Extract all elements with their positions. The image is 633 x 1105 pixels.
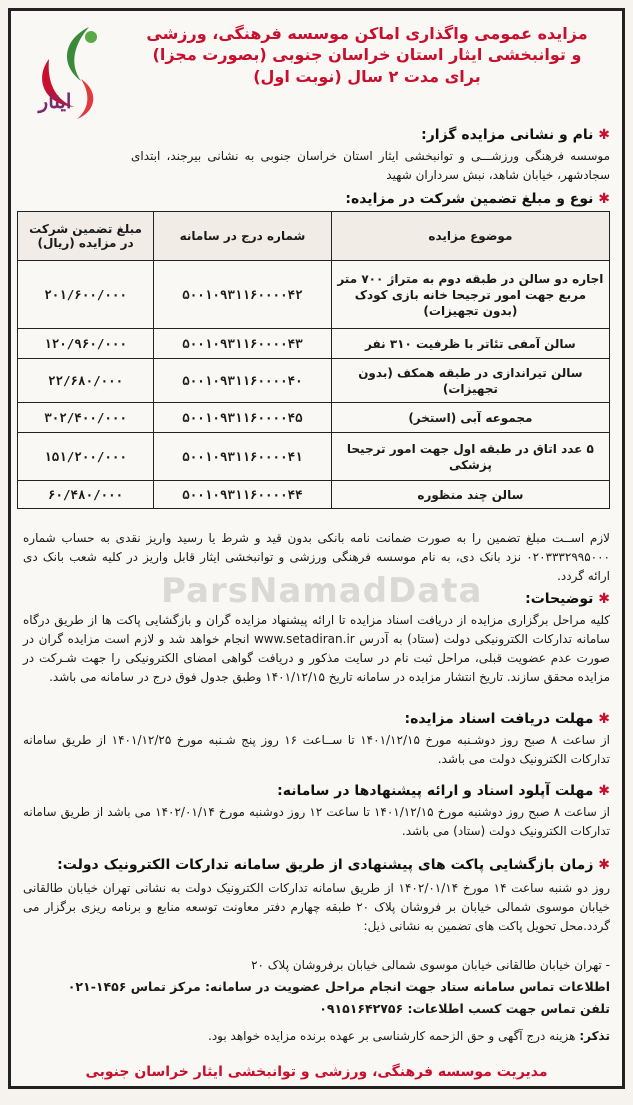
title-line-2: و توانبخشی ایثار استان خراسان جنوبی (بصورت مجزا): [152, 45, 582, 65]
cell-system-number: ۵۰۰۱۰۹۳۱۱۶۰۰۰۰۴۰: [154, 359, 332, 403]
cell-amount: ۱۵۱/۲۰۰/۰۰۰: [18, 433, 154, 481]
cell-system-number: ۵۰۰۱۰۹۳۱۱۶۰۰۰۰۴۳: [154, 329, 332, 359]
cell-system-number: ۵۰۰۱۰۹۳۱۱۶۰۰۰۰۴۲: [154, 261, 332, 329]
column-header-subject: موضوع مزایده: [331, 212, 609, 261]
cell-subject: ۵ عدد اتاق در طبقه اول جهت امور ترجیحا پزشکی: [331, 433, 609, 481]
table-row: [18, 481, 610, 509]
upload-deadline-text: از ساعت ۸ صبح روز دوشنبه مورخ ۱۴۰۱/۱۲/۱۵ تا ساعت ۱۲ روز دوشنبه مورخ ۱۴۰۲/۰۱/۱۴ می باشد از طریق سامانه تدارکات الکترونیک دولت (ستاد) می باشد.: [23, 805, 610, 838]
table-row: [18, 261, 610, 329]
table-row: [18, 433, 610, 481]
tender-notice: [8, 8, 625, 1089]
cell-amount: ۱۲۰/۹۶۰/۰۰۰: [18, 329, 154, 359]
cell-system-number: ۵۰۰۱۰۹۳۱۱۶۰۰۰۰۴۵: [154, 403, 332, 433]
delivery-address: - تهران خیابان طالقانی خیابان موسوی شمالی خیابان برفروشان پلاک ۲۰: [251, 958, 610, 972]
cell-amount: ۲۲/۶۸۰/۰۰۰: [18, 359, 154, 403]
cell-system-number: ۵۰۰۱۰۹۳۱۱۶۰۰۰۰۴۱: [154, 433, 332, 481]
title-line-1: مزایده عمومی واگذاری اماکن موسسه فرهنگی، ورزشی: [146, 24, 588, 43]
star-bullet-icon: ✱: [598, 711, 610, 727]
footer-signature: مدیریت موسسه فرهنگی، ورزشی و توانبخشی ایثار خراسان جنوبی: [85, 1064, 548, 1080]
cell-subject: سالن تیراندازی در طبقه همکف (بدون تجهیزات): [331, 359, 609, 403]
auction-items-table: [17, 211, 610, 509]
setad-contact-info: اطلاعات تماس سامانه ستاد جهت انجام مراحل عضویت در سامانه: مرکز تماس ۱۴۵۶-۰۲۱: [67, 979, 610, 994]
star-bullet-icon: ✱: [598, 591, 610, 607]
cell-amount: ۲۰۱/۶۰۰/۰۰۰: [18, 261, 154, 329]
opening-heading: ✱ زمان بازگشایی پاکت های پیشنهادی از طریق سامانه تدارکات الکترونیک دولت:: [57, 857, 610, 873]
cell-amount: ۶۰/۴۸۰/۰۰۰: [18, 481, 154, 509]
reminder-text: هزینه درج آگهی و حق الزحمه کارشناسی بر عهده برنده مزایده خواهد بود.: [208, 1029, 576, 1043]
docs-deadline-heading: ✱ مهلت دریافت اسناد مزایده:: [404, 711, 610, 727]
guarantee-heading: ✱ نوع و مبلغ تضمین شرکت در مزایده:: [345, 191, 610, 207]
star-bullet-icon: ✱: [598, 127, 610, 143]
notice-title: [122, 23, 612, 87]
table-header-row: [18, 212, 610, 261]
reminder-heading: تذکر:: [579, 1029, 610, 1043]
cell-subject: سالن آمفی تئاتر با ظرفیت ۳۱۰ نفر: [331, 329, 609, 359]
cell-subject: اجاره دو سالن در طبقه دوم به متراژ ۷۰۰ متر مربع جهت امور ترجیحا خانه بازی کودک (بدون تجهیزات): [331, 261, 609, 329]
cell-subject: سالن چند منظوره: [331, 481, 609, 509]
star-bullet-icon: ✱: [598, 783, 610, 799]
cell-subject: مجموعه آبی (استخر): [331, 403, 609, 433]
explanations-heading: ✱ توضیحات:: [525, 591, 610, 607]
explanations-text: کلیه مراحل برگزاری مزایده از دریافت اسناد مزایده تا ارائه پیشنهاد مزایده گران و بازگشایی پاکت ها از طریق درگاه سامانه تدارکات الکترونیکی دولت (ستاد) به آدرس www.setadiran.ir انجام خواهد شد و لازم است مزایده گران در صورت عدم عضویت قبلی، مراحل ثبت نام در سایت مذکور و دریافت گواهی امضای الکترونیکی را جهت شـرکت در مزایده محقق سازند. تاریخ انتشار مزایده در سامانه تاریخ ۱۴۰۱/۱۲/۱۵ وطبق جدول فوق درج در سامانه می باشد.: [23, 613, 610, 684]
cell-amount: ۳۰۲/۴۰۰/۰۰۰: [18, 403, 154, 433]
organizer-heading: ✱ نام و نشانی مزایده گزار:: [421, 127, 610, 143]
organizer-address: موسسه فرهنگی ورزشـــی و توانبخشی ایثار استان خراسان جنوبی به نشانی بیرجند، ابتدای سجادشهر، خیابان شاهد، نبش سرداران شهید: [131, 149, 610, 182]
opening-text: روز دو شنبه ساعت ۱۴ مورخ ۱۴۰۲/۰۱/۱۴ از طریق سامانه تدارکات الکترونیک دولت به نشانی تهران خیابان طالقانی خیابان موسوی شمالی خیابان بر فروشان پلاک ۲۰ طبقه چهارم دفتر معاونت توسعه منابع و برنامه ریزی برگزار می گردد.محل تحویل پاکت های تضمین به نشانی ذیل:: [23, 881, 611, 933]
table-row: [18, 403, 610, 433]
star-bullet-icon: ✱: [598, 191, 610, 207]
star-bullet-icon: ✱: [598, 857, 610, 873]
upload-deadline-heading: ✱ مهلت آپلود اسناد و ارائه پیشنهادها در سامانه:: [277, 783, 610, 799]
table-row: [18, 329, 610, 359]
guarantee-note: لازم اســت مبلغ تضمین را به صورت ضمانت نامه بانکی بدون قید و شرط یا رسید واریز نقدی به حساب شماره ۰۲۰۳۳۳۲۹۹۵۰۰۰ نزد بانک دی، به نام موسسه فرهنگی ورزشی و توانبخشی ایثار قابل واریز در کلیه شعب بانک دی ارائه گردد.: [23, 531, 610, 583]
table-row: [18, 359, 610, 403]
column-header-guarantee-amount: مبلغ تضمین شرکت در مزایده (ریال): [18, 212, 154, 261]
column-header-system-number: شماره درج در سامانه: [154, 212, 332, 261]
title-line-3: برای مدت ۲ سال (نوبت اول): [253, 66, 481, 86]
watermark: ParsNamadData: [161, 571, 483, 611]
phone-contact-info: تلفن تماس جهت کسب اطلاعات: ۰۹۱۵۱۶۴۲۷۵۶: [319, 1001, 610, 1016]
cell-system-number: ۵۰۰۱۰۹۳۱۱۶۰۰۰۰۴۴: [154, 481, 332, 509]
reminder: [23, 1027, 610, 1046]
docs-deadline-text: از ساعت ۸ صبح روز دوشـنبه مورخ ۱۴۰۱/۱۲/۱۵ تا ســاعت ۱۶ روز پنج شـنبه مورخ ۱۴۰۱/۱۲/۲۵ از طریق سامانه تدارکات الکترونیک دولت می باشد.: [23, 733, 610, 766]
logo-wordmark: ایثار: [38, 89, 72, 113]
